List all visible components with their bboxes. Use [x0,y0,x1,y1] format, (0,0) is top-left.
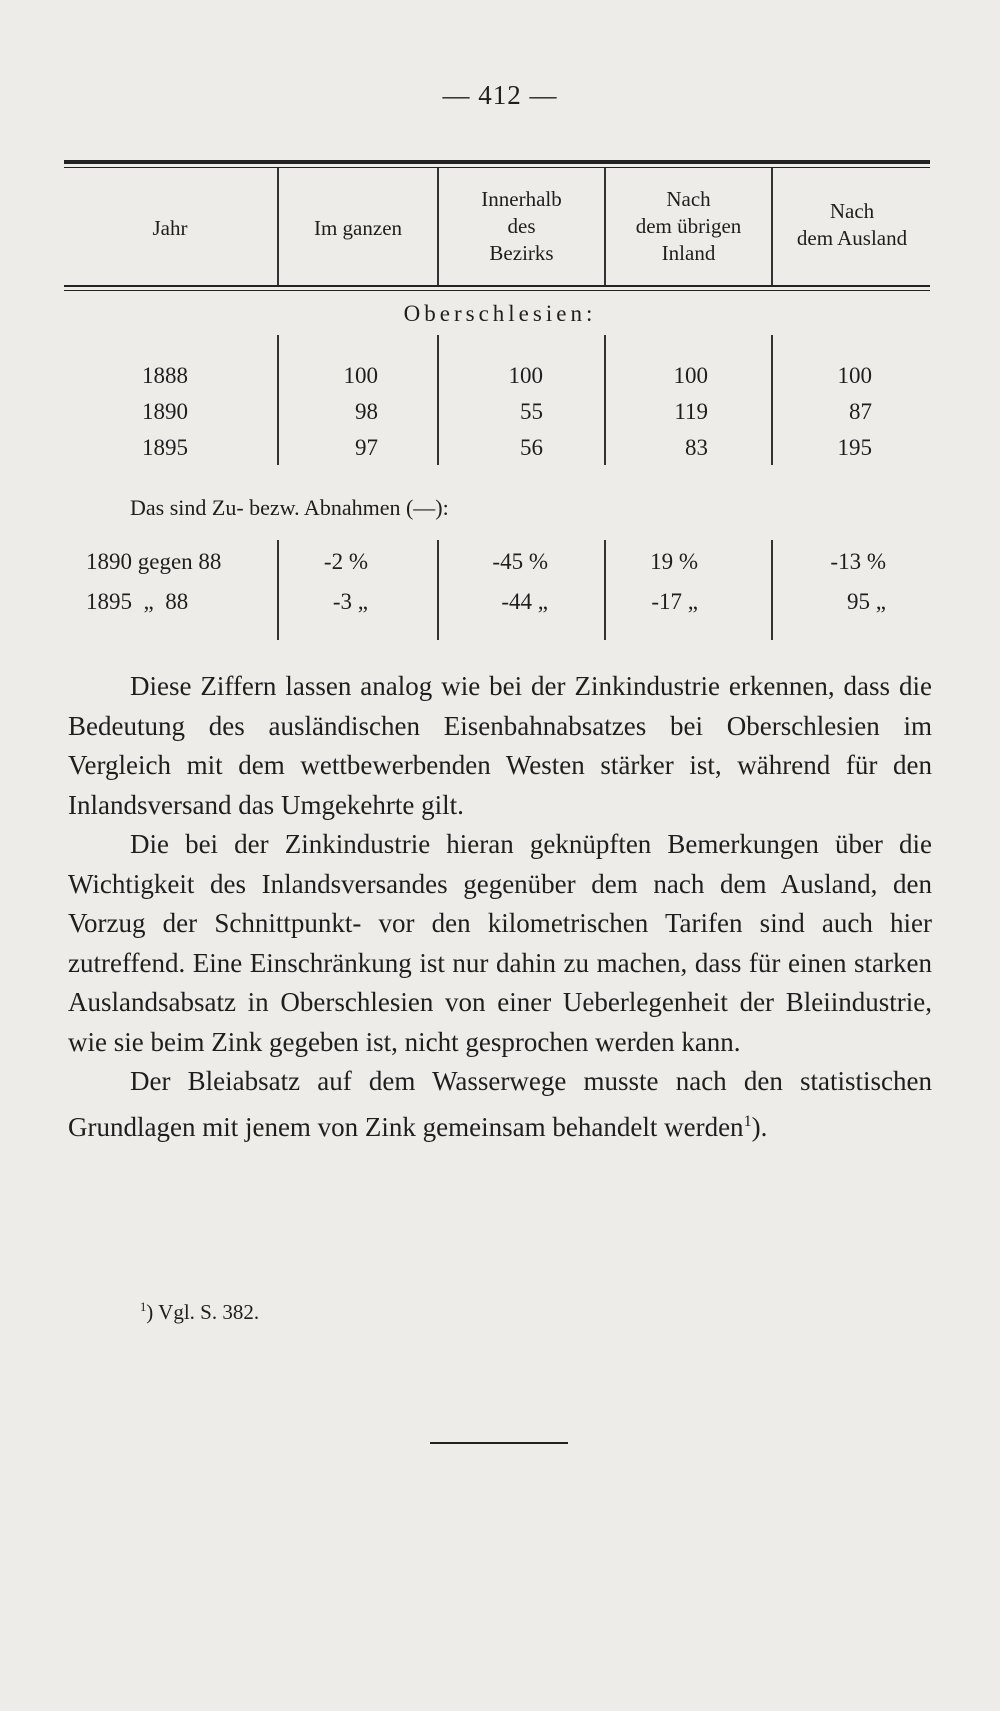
cell-inland: 100 [673,363,708,388]
column-header-jahr: Jahr [152,216,188,240]
cell-ausland: 195 [837,435,872,460]
row-year: 1888 [142,363,188,388]
body-text [68,667,932,1147]
paragraph: Die bei der Zinkindustrie hieran geknüpften Bemerkungen über die Wichtigkeit des Inlandsversandes gegenüber dem nach dem Ausland, den Vorzug der Schnittpunkt- vor den kilometrischen Tarifen sind auch hier zutreffend. Eine Einschränkung ist nur dahin zu machen, dass für einen starken Auslandsabsatz in Oberschlesien von einer Ueberlegenheit der Bleiindustrie, wie sie beim Zink gegeben ist, nicht gesprochen werden kann. [68,829,932,1057]
column-divider [437,335,439,465]
cell-innerhalb: 56 [520,435,543,460]
table-top-rule-thin [64,167,930,168]
closing-rule [430,1442,568,1444]
cell-inland: -17 „ [651,589,698,614]
cell-ausland: 87 [849,399,872,424]
page-header: — 412 — [442,80,558,110]
cell-inland: 83 [685,435,708,460]
row-period: 1890 gegen 88 [86,549,222,574]
paragraph: Diese Ziffern lassen analog wie bei der Zinkindustrie erkennen, dass die Bedeutung des ausländischen Eisenbahnabsatzes bei Oberschlesien im Vergleich mit dem wettbewerbenden Westen stärker ist, während für den Inlandsversand das Umgekehrte gilt. [68,671,932,820]
footnote-marker: 1 [140,1300,147,1314]
column-divider [771,540,773,640]
cell-im-ganzen: -2 % [323,549,368,574]
table-top-rule [64,160,930,164]
cell-ausland: 100 [837,363,872,388]
cell-inland: 119 [674,399,708,424]
column-divider [277,168,279,285]
row-year: 1895 [142,435,188,460]
cell-innerhalb: 100 [508,363,543,388]
cell-innerhalb: -45 % [492,549,548,574]
column-divider [604,168,606,285]
footnote: $^1$) Vgl. S. 382. [140,1300,260,1324]
cell-im-ganzen: 100 [343,363,378,388]
column-header-ausland: Nach dem Ausland [796,199,908,250]
cell-ausland: -13 % [830,549,886,574]
change-caption: Das sind Zu- bezw. Abnahmen (—): [130,495,449,520]
cell-ausland: 95 „ [847,589,886,614]
cell-innerhalb: 55 [520,399,543,424]
column-divider [437,540,439,640]
cell-im-ganzen: -3 „ [332,589,368,614]
row-period: 1895 „ 88 [86,589,189,614]
column-header-innerhalb: Innerhalb des Bezirks [481,187,562,265]
cell-innerhalb: -44 „ [501,589,548,614]
cell-im-ganzen: 98 [355,399,378,424]
column-divider [771,168,773,285]
section-title: Oberschlesien: [403,301,597,326]
table-header-rule-thin [64,290,930,291]
footnote-ref[interactable]: 1 [743,1111,752,1130]
row-year: 1890 [142,399,188,424]
table-header-rule [64,285,930,287]
paragraph: Der Bleiabsatz auf dem Wasserwege musste nach den statistischen Grundlagen mit jenem von Zink gemeinsam behandelt werden$^1$). [68,1066,932,1142]
cell-im-ganzen: 97 [355,435,378,460]
column-divider [437,168,439,285]
column-header-inland: Nach dem übrigen Inland [635,187,742,265]
column-header-im-ganzen: Im ganzen [313,216,403,240]
column-divider [604,335,606,465]
cell-inland: 19 % [650,549,698,574]
